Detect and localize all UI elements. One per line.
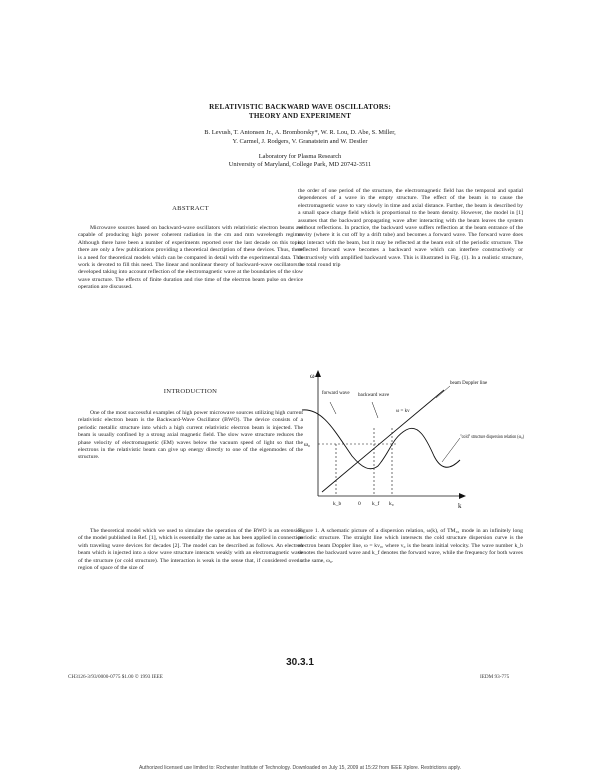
footer-page-id: IEDM 93-775: [480, 674, 510, 680]
x-axis-label: k: [458, 502, 462, 510]
introduction-para2: The theoretical model which we used to simulate the operation of the BWO is an extension of the model published in Ref. [1], which is essentially the same as has been applied in connection with traveling wave devices for decades [2]. The model can be described as follows. An electron beam which is injected into a slow wave structure interacts weakly with an electromagnetic wave of the structure (or cold structure). The interaction is weak in the sense that, if considered over a region of space of the size of: [78, 528, 303, 572]
leader-forward-wave: [330, 402, 336, 414]
dispersion-figure: [292, 368, 528, 518]
introduction-heading: INTRODUCTION: [163, 388, 218, 395]
label-doppler: beam Doppler line: [450, 381, 488, 386]
paper-title-line1: RELATIVISTIC BACKWARD WAVE OSCILLATORS:: [209, 103, 391, 111]
page-number: 30.3.1: [286, 657, 314, 668]
tick-kb: k_b: [333, 501, 342, 507]
abstract-heading: ABSTRACT: [172, 205, 209, 212]
paper-title-line2: THEORY AND EXPERIMENT: [248, 112, 352, 120]
cold-dispersion-curve: [302, 410, 460, 469]
footer-copyright: CH3126-3/93/0000-0775 $1.00 © 1993 IEEE: [68, 674, 163, 680]
label-omega0: ω₀: [304, 442, 311, 448]
authors-line2: Y. Carmel, J. Rodgers, V. Granatstein and W. Destler: [232, 138, 368, 145]
tick-k0: k₀: [389, 501, 394, 507]
introduction-para1: One of the most successful examples of high power microwave sources utilizing high current relativistic electron beam is the Backward-Wave Oscillator (BWO). The device consists of a periodic metallic structure into which a high current relativistic electron beam is injected. The beam is usually confined by a strong axial magnetic field. The slow wave structure reduces the phase velocity of electromagnetic (EM) waves below the vacuum speed of light so that the electrons in the relativistic beam can give up energy directly to one of the eigenmodes of the structure.: [78, 410, 303, 461]
affiliation-line1: Laboratory for Plasma Research: [258, 153, 342, 160]
tick-kf: k_f: [372, 501, 380, 507]
abstract-text: Microwave sources based on backward-wave oscillators with relativistic electron beams are capable of producing high power coherent radiation in the cm and mm wavelength regime. Although there have been a number of experiments reported over the last decade on this topic, there are only a few publications providing a theoretical description of these devices. Thus, there is a need for theoretical models which can be compared in detail with the experimental data. This work is devoted to fill this need. The linear and nonlinear theory of backward-wave oscillators is developed taking into account reflection of the electromagnetic wave at the boundaries of the slow wave structure. The effects of finite duration and rise time of the electron beam pulse on device operation are discussed.: [78, 225, 303, 291]
label-cold-structure: "cold" structure dispersion relation (ω₀): [460, 435, 525, 440]
y-axis-arrow: [315, 370, 321, 377]
tick-zero: 0: [358, 501, 361, 507]
label-forward-wave: forward wave: [322, 391, 350, 396]
authors-line1: B. Levush, T. Antonsen Jr., A. Bromborsky*, W. R. Lou, D. Abe, S. Miller,: [204, 129, 396, 136]
x-axis-arrow: [459, 493, 466, 499]
beam-doppler-line: [322, 390, 444, 492]
leader-cold-structure: [442, 438, 460, 462]
leader-doppler: [436, 386, 450, 398]
label-backward-wave: backward wave: [358, 393, 390, 398]
affiliation-line2: University of Maryland, College Park, MD 20742-3511: [228, 161, 372, 168]
license-note: Authorized licensed use limited to: Rochester Institute of Technology. Downloaded on July 15, 2009 at 15:22 from IEEE Xplore. Restrictions apply.: [138, 765, 462, 771]
right-column-text: the order of one period of the structure, the electromagnetic field has the temporal and spatial dependences of a wave in the empty structure. The effect of the beam is to cause the electromagnetic wave to vary slowly in time and axial distance. Further, the beam is described by a small space charge field which is proportional to the beam density. However, the model in [1] assumes that the backward propagating wave after interacting with the beam leaves the system without reflections. In practice, the backward wave suffers reflection at the beam entrance of the cavity (where it is cut off by a drift tube) and becomes a forward wave. The forward wave does not interact with the beam, but it may be reflected at the beam exit of the periodic structure. The reflected forward wave becomes a backward wave which can interfere constructively or destructively with amplified backward wave. This is illustrated in Fig. (1). In a realistic structure, the total round trip: [298, 188, 523, 269]
leader-backward-wave: [372, 402, 378, 418]
label-omega-eq: ω = kv: [396, 409, 410, 414]
y-axis-label: ω: [310, 372, 315, 380]
figure-caption: Figure 1. A schematic picture of a dispersion relation, ω(k), of TM₀₁ mode in an infinitely long periodic structure. The straight line which intersects the cold structure dispersion curve is the electron beam Doppler line, ω = kv₀, where v₀ is the beam initial velocity. The wave number k_b denotes the backward wave and k_f denotes the forward wave, while the frequency for both waves is the same, ω₀.: [298, 528, 523, 564]
